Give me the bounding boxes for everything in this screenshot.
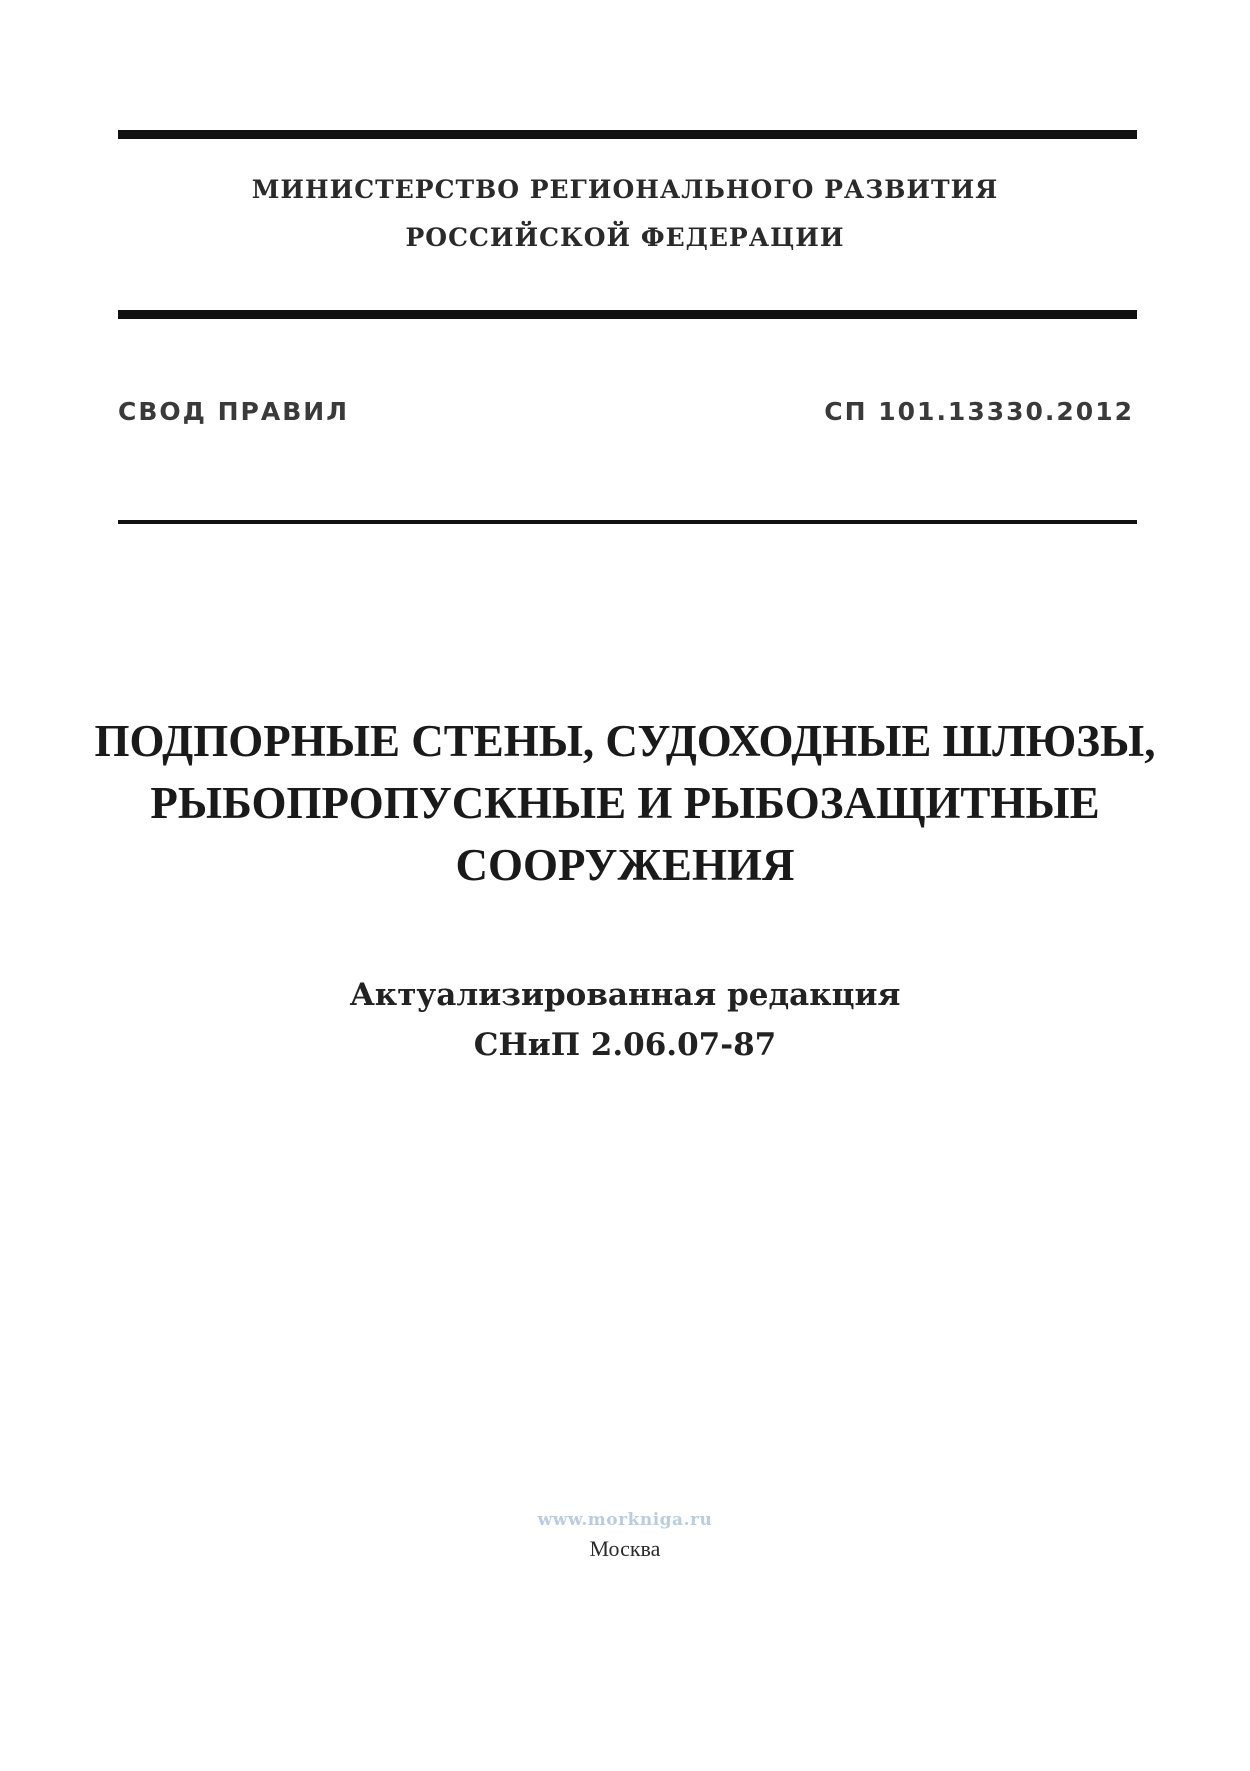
title-line-2: РЫБОПРОПУСКНЫЕ И РЫБОЗАЩИТНЫЕ (150, 778, 1100, 828)
code-row (118, 397, 1134, 437)
top-thick-rule (118, 130, 1137, 139)
subtitle-line-1: Актуализированная редакция (349, 977, 901, 1013)
document-subtitle (0, 970, 1250, 1070)
title-line-3: СООРУЖЕНИЯ (455, 840, 795, 890)
middle-thick-rule (118, 310, 1137, 319)
document-title (0, 710, 1250, 896)
ministry-line-2: РОССИЙСКОЙ ФЕДЕРАЦИИ (405, 223, 845, 252)
document-type-label: СВОД ПРАВИЛ (118, 397, 349, 426)
subtitle-line-2: СНиП 2.06.07-87 (473, 1027, 777, 1063)
ministry-line-1: МИНИСТЕРСТВО РЕГИОНАЛЬНОГО РАЗВИТИЯ (251, 175, 999, 204)
publication-city: Москва (589, 1536, 661, 1561)
document-code: СП 101.13330.2012 (824, 397, 1134, 426)
ministry-header (0, 166, 1250, 262)
thin-rule (118, 520, 1137, 524)
title-line-1: ПОДПОРНЫЕ СТЕНЫ, СУДОХОДНЫЕ ШЛЮЗЫ, (94, 716, 1156, 766)
watermark-text: www.morkniga.ru (537, 1510, 713, 1530)
